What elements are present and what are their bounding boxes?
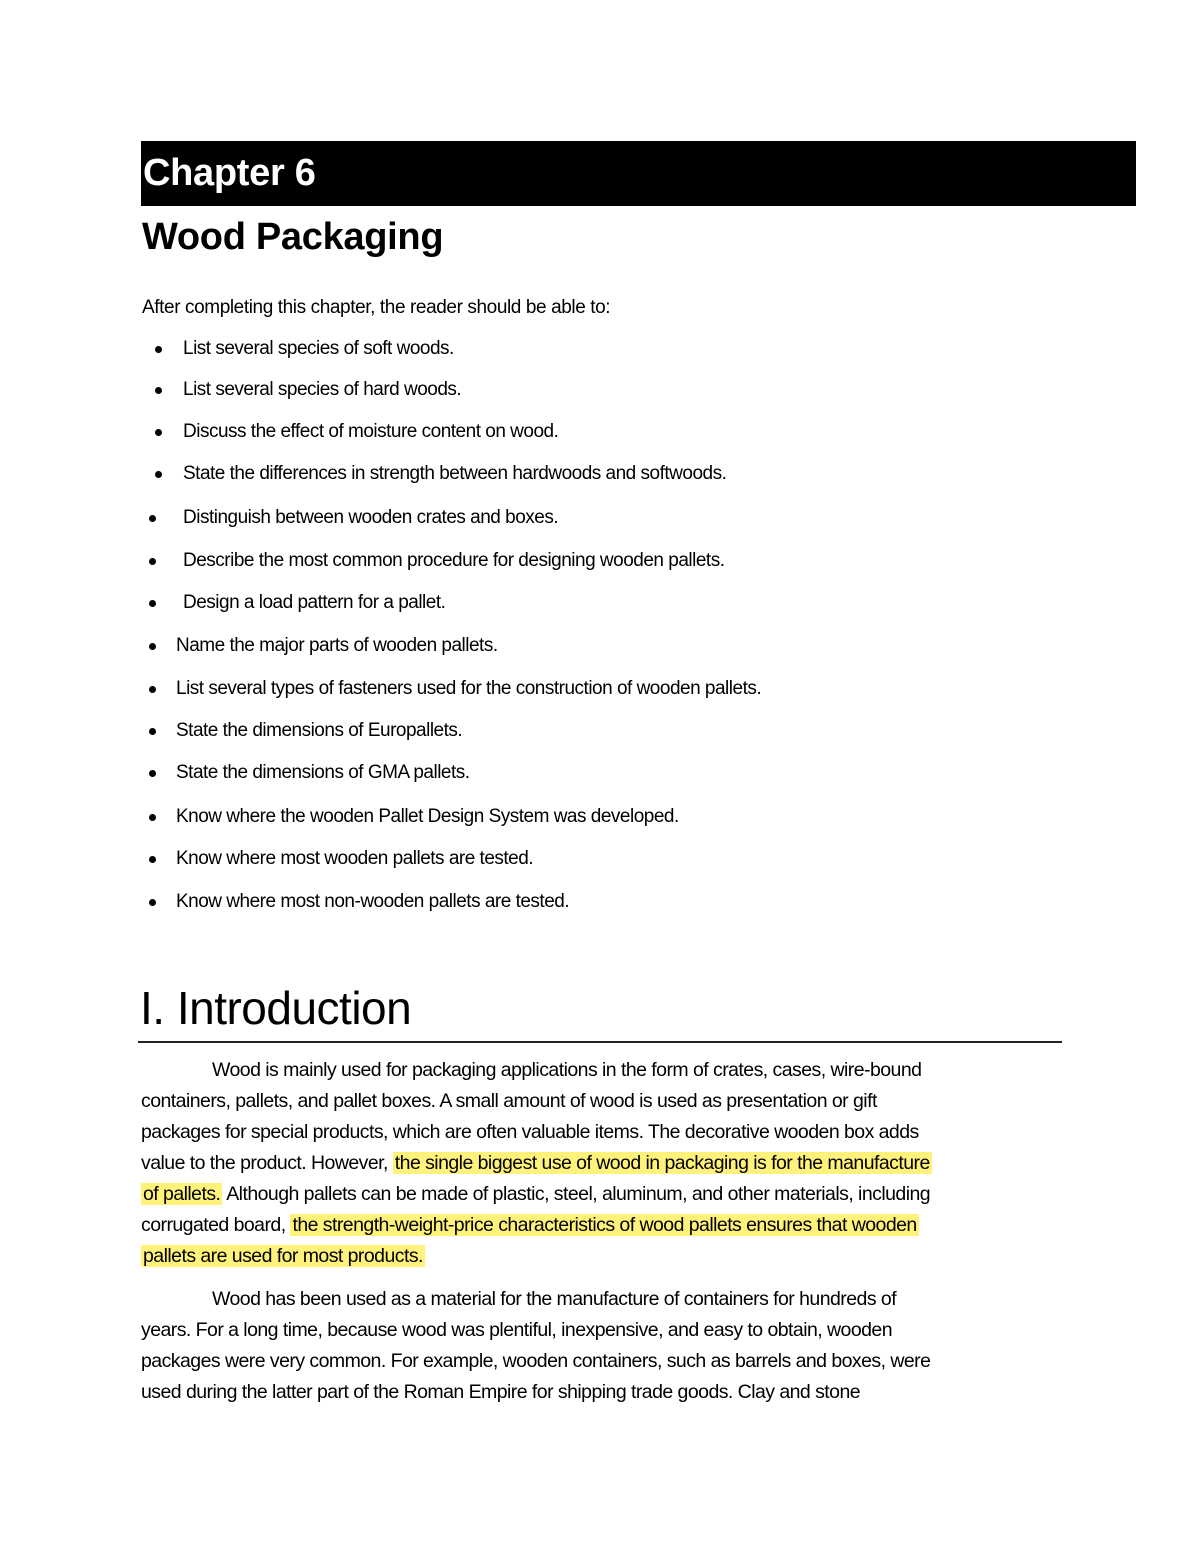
- chapter-title: Wood Packaging: [142, 216, 444, 258]
- bullet-icon: [149, 686, 156, 693]
- bullet-icon: [155, 471, 162, 478]
- bullet-icon: [149, 856, 156, 863]
- intro-paragraph-2: Wood has been used as a material for the manufacture of containers for hundreds of years. For a long time, because wood was plentiful, inexpensive, and easy to obtain, wooden packages were very common. For example, wooden containers, such as barrels and boxes, were used during the latter part of the Roman Empire for shipping trade goods. Clay and stone: [141, 1288, 931, 1403]
- bullet-icon: [149, 814, 156, 821]
- section-divider: [138, 1041, 1062, 1043]
- section-heading-introduction: I. Introduction: [140, 982, 412, 1034]
- highlighted-text: pallets are used for most products.: [143, 1245, 423, 1267]
- bullet-icon: [149, 643, 156, 650]
- document-page: Chapter 6 Wood Packaging After completing this chapter, the reader should be able to: List several species of soft woods. List several species of hard woods. Discuss the effect of moisture content on wood. State the differences in strength between hardwoods and softwoods. Distinguish between wooden crates and boxes. Describe the most common procedure for designing wooden pallets. Design a load pattern for a pallet. Name the major parts of wooden pallets. List several types of fasteners used for the construction of wooden pallets. State the dimensions of Europallets. State the dimensions of GMA pallets. Know where the wooden Pallet Design System was developed. Know where most wooden pallets are tested. Know where most non-wooden pallets are tested. I. Introduction Wood is mainly used for packaging applications in the form of crates, cases, wire-bound containers, pallets, and pallet boxes. A small amount of wood is used as presentation or gift packages for special products, which are often valuable items. The decorative wooden box adds value to the product. However, the single biggest use of wood in packaging is for the manufacture of pallets. Although pallets can be made of plastic, steel, aluminum, and other materials, including corrugated board, the strength-weight-price characteristics of wood pallets ensures that wooden pallets are used for most products. Wood has been used as a material for the manufacture of containers for hundreds of years. For a long time, because wood was plentiful, inexpensive, and easy to obtain, wooden packages were very common. For example, wooden containers, such as barrels and boxes, were used during the latter part of the Roman Empire for shipping trade goods. Clay and stone: [0, 0, 1200, 1553]
- chapter-label: Chapter 6: [143, 152, 316, 194]
- chapter-label-bar: [141, 141, 1136, 206]
- bullet-icon: [155, 429, 162, 436]
- bullet-icon: [149, 558, 156, 565]
- bullet-icon: [149, 728, 156, 735]
- objectives-intro: After completing this chapter, the reader should be able to:: [142, 297, 611, 318]
- highlighted-text: of pallets.: [143, 1183, 221, 1205]
- highlighted-text: the strength-weight-price characteristics of wood pallets ensures that wooden: [292, 1214, 917, 1236]
- bullet-icon: [149, 600, 156, 607]
- bullet-icon: [155, 387, 162, 394]
- bullet-icon: [149, 770, 156, 777]
- bullet-icon: [149, 899, 156, 906]
- bullet-icon: [155, 346, 162, 353]
- intro-paragraph-1: Wood is mainly used for packaging applications in the form of crates, cases, wire-bound containers, pallets, and pallet boxes. A small amount of wood is used as presentation or gift packages for special products, which are often valuable items. The decorative wooden box adds value to the product. However, the single biggest use of wood in packaging is for the manufacture of pallets. Although pallets can be made of plastic, steel, aluminum, and other materials, including corrugated board, the strength-weight-price characteristics of wood pallets ensures that wooden pallets are used for most products.: [141, 1059, 931, 1267]
- bullet-icon: [149, 515, 156, 522]
- highlighted-text: the single biggest use of wood in packaging is for the manufacture: [394, 1152, 930, 1174]
